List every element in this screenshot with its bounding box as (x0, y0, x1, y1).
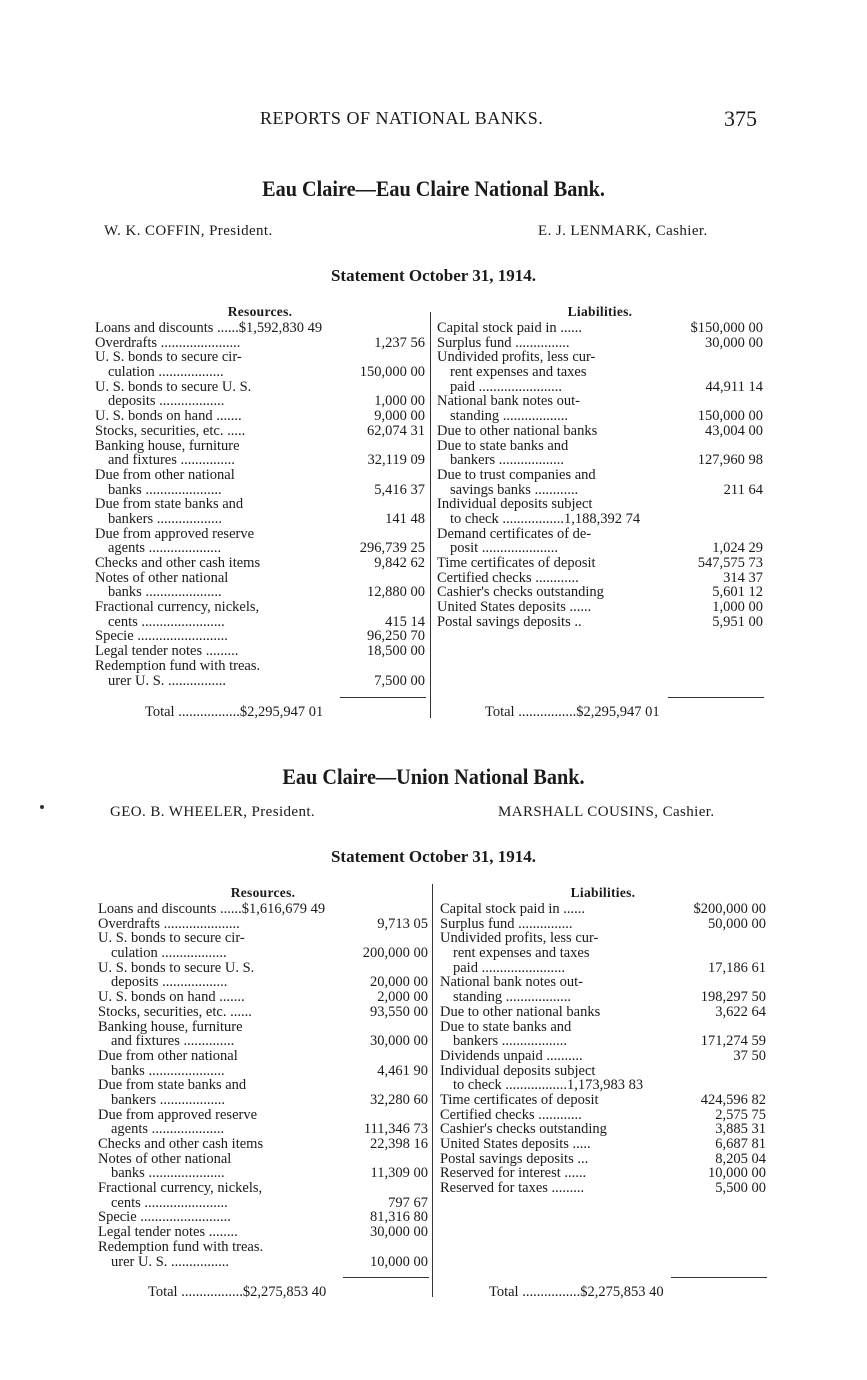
ledger-row-amount: 415 14 (385, 613, 425, 630)
ledger-row (437, 321, 763, 336)
ledger-row-label: National bank notes out- (440, 974, 583, 991)
ledger-row-label: Redemption fund with treas. (98, 1238, 264, 1255)
ledger-row-label: Stocks, securities, etc. ..... (95, 422, 246, 439)
cashier: E. J. LENMARK, Cashier. (538, 223, 708, 239)
ledger-row-amount: 96,250 70 (367, 628, 425, 645)
ledger-row-amount: 296,739 25 (359, 540, 425, 557)
resources-total-rule (340, 697, 426, 698)
ledger-row (440, 1020, 766, 1035)
ledger-row-amount: 3,622 64 (715, 1003, 766, 1020)
ledger-row-label: Demand certificates of de- (437, 525, 592, 542)
ledger-row (98, 1064, 428, 1079)
resources-column (98, 884, 428, 1269)
ledger-row-label: deposits .................. (111, 974, 228, 991)
ledger-row-amount: 797 67 (388, 1194, 428, 1211)
ledger-row-label: U. S. bonds to secure U. S. (98, 959, 255, 976)
ledger-row-amount: 10,000 00 (370, 1253, 428, 1270)
running-head (0, 108, 867, 134)
resources-list (95, 321, 425, 688)
ledger-row (440, 917, 766, 932)
ledger-row-amount: 1,237 56 (374, 334, 425, 351)
ledger-row (437, 483, 763, 498)
ledger-row-label: Individual deposits subject (437, 496, 593, 513)
ledger-row (440, 1064, 766, 1079)
ledger-row-label: United States deposits ..... (440, 1136, 591, 1152)
ledger-row (98, 1196, 428, 1211)
running-head-title: REPORTS OF NATIONAL BANKS. (260, 108, 544, 128)
ledger-row (437, 571, 763, 586)
ledger-row-label: U. S. bonds to secure cir- (95, 349, 242, 366)
ledger-row (98, 1181, 428, 1196)
ledger-row-label: banks ..................... (111, 1165, 225, 1182)
ledger-row-label: Postal savings deposits .. (437, 613, 582, 630)
bank-name: Eau Claire—Union National Bank. (282, 764, 585, 789)
ledger-row-label: Postal savings deposits ... (440, 1150, 589, 1167)
ledger-row (437, 556, 763, 571)
ledger-row (440, 902, 766, 917)
ledger-row-label: bankers .................. (108, 510, 222, 527)
ledger-row-label: Cashier's checks outstanding (440, 1121, 607, 1138)
ledger-row (440, 961, 766, 976)
president: GEO. B. WHEELER, President. (110, 804, 316, 820)
ledger-row-amount: 111,346 73 (363, 1121, 428, 1138)
ledger-row-amount: 93,550 00 (370, 1003, 428, 1020)
ledger-row (98, 1255, 428, 1270)
ledger-row-amount: 314 37 (723, 569, 763, 586)
ledger-row-label: Legal tender notes ........ (98, 1224, 238, 1241)
ledger-row-amount: 37 50 (733, 1047, 766, 1064)
president: W. K. COFFIN, President. (104, 223, 273, 239)
ledger-row (440, 1049, 766, 1064)
ledger-row-label: Specie ......................... (95, 628, 228, 645)
ledger-row-label: Notes of other national (98, 1150, 232, 1167)
ledger-row (440, 1166, 766, 1181)
ledger-row (437, 439, 763, 454)
ledger-row-amount: 6,687 81 (715, 1136, 766, 1152)
liabilities-total-rule (671, 1277, 767, 1278)
ledger-row-label: Surplus fund ............... (440, 915, 573, 932)
ledger-row (95, 468, 425, 483)
ledger-row-label: cents ....................... (111, 1194, 228, 1211)
ledger-row-label: Undivided profits, less cur- (437, 349, 596, 366)
ledger-row-amount: $200,000 00 (693, 901, 766, 917)
ledger-row (440, 1122, 766, 1137)
ledger-row (95, 365, 425, 380)
ledger-row-label: and fixtures ............... (108, 452, 235, 469)
ledger-row-amount: 11,309 00 (370, 1165, 428, 1182)
ledger-row-label: Capital stock paid in ...... (437, 320, 582, 336)
ledger-row-label: rent expenses and taxes (450, 364, 587, 381)
ledger-row-label: banks ..................... (111, 1062, 225, 1079)
ledger-row-amount: 127,960 98 (697, 452, 763, 469)
ledger-row (98, 1122, 428, 1137)
ledger-row-label: U. S. bonds to secure U. S. (95, 378, 252, 395)
cashier: MARSHALL COUSINS, Cashier. (498, 804, 715, 820)
ledger-row-label: Banking house, furniture (98, 1018, 243, 1035)
ledger-row-label: Notes of other national (95, 569, 229, 586)
ledger-row-label: Banking house, furniture (95, 437, 240, 454)
ledger-row (437, 615, 763, 630)
ledger-row (98, 1240, 428, 1255)
ledger-row-label: Certified checks ............ (437, 569, 579, 586)
ledger-row-label: Checks and other cash items (95, 555, 261, 571)
ledger-row (95, 453, 425, 468)
ledger-row (440, 1181, 766, 1196)
resources-total: Total .................$2,275,853 40 (148, 1284, 327, 1300)
statement-date: Statement October 31, 1914. (330, 847, 537, 866)
ledger-row-label: Fractional currency, nickels, (95, 599, 260, 616)
ledger-row (440, 1152, 766, 1167)
ledger-row-label: banks ..................... (108, 584, 222, 601)
ledger-row-amount: 547,575 73 (697, 555, 763, 571)
ledger-row (95, 424, 425, 439)
ledger-row-label: Due from state banks and (95, 496, 244, 513)
ledger-row-amount: 7,500 00 (374, 672, 425, 689)
ledger-row (95, 600, 425, 615)
ledger-row-label: Time certificates of deposit (440, 1091, 599, 1108)
ledger-row (437, 409, 763, 424)
ledger-row-label: Due from approved reserve (95, 525, 255, 542)
ledger-row-label: cents ....................... (108, 613, 225, 630)
ledger-row-label: Stocks, securities, etc. ...... (98, 1003, 252, 1020)
liabilities-column (437, 303, 763, 629)
ledger-row-amount: 200,000 00 (362, 945, 428, 962)
ledger-row-label: agents .................... (108, 540, 222, 557)
ledger-row (95, 527, 425, 542)
ledger-row-amount: 2,000 00 (377, 989, 428, 1006)
ledger-row (437, 468, 763, 483)
ledger-row-label: and fixtures .............. (111, 1033, 235, 1050)
liabilities-list (440, 902, 766, 1196)
ledger-row (95, 409, 425, 424)
ledger-row-label: Loans and discounts ......$1,616,679 49 (98, 901, 326, 917)
ledger-row (95, 512, 425, 527)
ledger-row-amount: 9,713 05 (377, 915, 428, 932)
ledger-row-amount: 5,416 37 (374, 481, 425, 498)
ledger-row (98, 917, 428, 932)
ledger-row (98, 902, 428, 917)
ledger-row-label: Surplus fund ............... (437, 334, 570, 351)
ledger-row (98, 1108, 428, 1123)
ledger-row-amount: 5,500 00 (715, 1180, 766, 1197)
ledger-row-label: posit ..................... (450, 540, 558, 557)
ledger-row (95, 483, 425, 498)
ledger-row (98, 1166, 428, 1181)
ledger-row-amount: 5,601 12 (712, 584, 763, 601)
ledger-row (95, 350, 425, 365)
ledger-row-label: standing .................. (450, 408, 569, 425)
ledger-row (95, 644, 425, 659)
ledger-row-label: Capital stock paid in ...... (440, 901, 585, 917)
ledger-row-label: culation .................. (108, 364, 224, 381)
column-divider (430, 312, 431, 718)
ledger-row (95, 541, 425, 556)
ledger-row (95, 380, 425, 395)
ledger-row-amount: 18,500 00 (367, 643, 425, 660)
resources-total-rule (343, 1277, 429, 1278)
ledger-row-label: Reserved for taxes ......... (440, 1180, 585, 1197)
ledger-row-label: Time certificates of deposit (437, 555, 596, 571)
ledger-row-label: standing .................. (453, 989, 572, 1006)
ledger-row-amount: 3,885 31 (715, 1121, 766, 1138)
ledger-row-label: Dividends unpaid .......... (440, 1047, 583, 1064)
ledger-row-amount: 211 64 (723, 481, 763, 498)
ledger-row-amount: 1,000 00 (374, 393, 425, 410)
ledger-row-amount: 1,000 00 (712, 599, 763, 616)
ledger-row (98, 1210, 428, 1225)
liabilities-column (440, 884, 766, 1196)
ledger-row (437, 336, 763, 351)
ledger-row-amount: 150,000 00 (697, 408, 763, 425)
ledger-row-label: Due to state banks and (440, 1018, 572, 1035)
ledger-row (437, 380, 763, 395)
stray-ink-mark (40, 805, 44, 809)
ledger-row-label: culation .................. (111, 945, 227, 962)
ledger-row (437, 424, 763, 439)
column-divider (432, 884, 433, 1297)
ledger-row (95, 321, 425, 336)
ledger-row-amount: 9,842 62 (374, 555, 425, 571)
ledger-row-label: Legal tender notes ......... (95, 643, 239, 660)
ledger-row-amount: 10,000 00 (708, 1165, 766, 1182)
ledger-row-label: Cashier's checks outstanding (437, 584, 604, 601)
ledger-row-label: Due from approved reserve (98, 1106, 258, 1123)
ledger-row-amount: 141 48 (385, 510, 425, 527)
ledger-row (95, 497, 425, 512)
ledger-row (98, 961, 428, 976)
ledger-row (437, 497, 763, 512)
resources-heading: Resources. (227, 304, 293, 319)
ledger-row (440, 931, 766, 946)
liabilities-heading: Liabilities. (567, 304, 633, 319)
ledger-row (98, 1078, 428, 1093)
statement-date: Statement October 31, 1914. (330, 266, 537, 285)
ledger-row-amount: 5,951 00 (712, 613, 763, 630)
ledger-row (98, 1137, 428, 1152)
ledger-row-amount: 1,024 29 (712, 540, 763, 557)
ledger-row (437, 541, 763, 556)
bank-name: Eau Claire—Eau Claire National Bank. (262, 176, 605, 201)
ledger-row (440, 1078, 766, 1093)
ledger-row-label: Undivided profits, less cur- (440, 930, 599, 947)
resources-column (95, 303, 425, 688)
ledger-row (98, 1049, 428, 1064)
resources-total: Total .................$2,295,947 01 (145, 704, 324, 720)
ledger-row-amount: 4,461 90 (377, 1062, 428, 1079)
page-number: 375 (724, 106, 757, 131)
ledger-row-label: deposits .................. (108, 393, 225, 410)
ledger-row-amount: 12,880 00 (367, 584, 425, 601)
ledger-row-label: paid ....................... (450, 378, 562, 395)
ledger-row-amount: 424,596 82 (700, 1091, 766, 1108)
ledger-row (437, 365, 763, 380)
liabilities-total: Total ................$2,295,947 01 (485, 704, 660, 720)
ledger-row (98, 1020, 428, 1035)
ledger-row-label: U. S. bonds on hand ....... (98, 989, 245, 1006)
ledger-row (437, 512, 763, 527)
ledger-row (437, 350, 763, 365)
ledger-row (437, 600, 763, 615)
ledger-row-amount: 171,274 59 (700, 1033, 766, 1050)
ledger-row (95, 556, 425, 571)
ledger-row (440, 1093, 766, 1108)
ledger-row (98, 990, 428, 1005)
ledger-row (440, 975, 766, 990)
ledger-row-label: Individual deposits subject (440, 1062, 596, 1079)
ledger-row-label: savings banks ............ (450, 481, 579, 498)
ledger-row (95, 439, 425, 454)
ledger-row (98, 931, 428, 946)
ledger-row-amount: 30,000 00 (705, 334, 763, 351)
ledger-row-label: Due from other national (95, 466, 235, 483)
ledger-row (98, 1005, 428, 1020)
ledger-row (95, 571, 425, 586)
ledger-row-amount: 20,000 00 (370, 974, 428, 991)
ledger-row (440, 990, 766, 1005)
ledger-row-amount: 30,000 00 (370, 1033, 428, 1050)
ledger-row (440, 1034, 766, 1049)
resources-heading: Resources. (230, 885, 296, 900)
ledger-row-label: National bank notes out- (437, 393, 580, 410)
ledger-row (440, 1108, 766, 1123)
ledger-row-amount: 44,911 14 (705, 378, 763, 395)
ledger-row (95, 336, 425, 351)
ledger-row-label: Due to other national banks (437, 422, 598, 439)
ledger-row-label: Redemption fund with treas. (95, 657, 261, 674)
ledger-row-label: Due from state banks and (98, 1077, 247, 1094)
ledger-row-label: to check .................1,188,392 74 (450, 510, 641, 527)
ledger-row (440, 1137, 766, 1152)
ledger-row-label: U. S. bonds on hand ....... (95, 408, 242, 425)
ledger-row (95, 629, 425, 644)
ledger-row (98, 1034, 428, 1049)
ledger-row-label: Checks and other cash items (98, 1136, 264, 1152)
ledger-row-label: bankers .................. (450, 452, 564, 469)
ledger-row-label: Due to state banks and (437, 437, 569, 454)
ledger-row (98, 946, 428, 961)
ledger-row-amount: $150,000 00 (690, 320, 763, 336)
ledger-row-label: Fractional currency, nickels, (98, 1180, 263, 1197)
ledger-row (98, 1152, 428, 1167)
ledger-row-label: banks ..................... (108, 481, 222, 498)
ledger-row-label: Due from other national (98, 1047, 238, 1064)
ledger-row-amount: 32,280 60 (370, 1091, 428, 1108)
ledger-row-amount: 81,316 80 (370, 1209, 428, 1226)
ledger-row-amount: 2,575 75 (715, 1106, 766, 1123)
liabilities-total: Total ................$2,275,853 40 (489, 1284, 664, 1300)
ledger-row (98, 1225, 428, 1240)
ledger-row-label: U. S. bonds to secure cir- (98, 930, 245, 947)
ledger-row (98, 1093, 428, 1108)
ledger-row-label: bankers .................. (111, 1091, 225, 1108)
liabilities-total-rule (668, 697, 764, 698)
ledger-row-label: bankers .................. (453, 1033, 567, 1050)
ledger-row (440, 1005, 766, 1020)
ledger-row-label: Due to other national banks (440, 1003, 601, 1020)
ledger-row-label: Loans and discounts ......$1,592,830 49 (95, 320, 323, 336)
ledger-row-label: paid ....................... (453, 959, 565, 976)
ledger-row (98, 975, 428, 990)
ledger-row-label: urer U. S. ................ (111, 1253, 230, 1270)
liabilities-list (437, 321, 763, 629)
ledger-row-label: Due to trust companies and (437, 466, 596, 483)
ledger-row-label: Specie ......................... (98, 1209, 231, 1226)
ledger-row-label: Overdrafts ..................... (98, 915, 240, 932)
ledger-row-label: to check .................1,173,983 83 (453, 1077, 644, 1094)
ledger-row (437, 453, 763, 468)
ledger-row-label: Certified checks ............ (440, 1106, 582, 1123)
ledger-row-amount: 17,186 61 (708, 959, 766, 976)
ledger-row (95, 585, 425, 600)
ledger-row-amount: 30,000 00 (370, 1224, 428, 1241)
ledger-row-amount: 50,000 00 (708, 915, 766, 932)
ledger-row (95, 394, 425, 409)
ledger-row-label: rent expenses and taxes (453, 945, 590, 962)
ledger-row (437, 527, 763, 542)
ledger-row-label: United States deposits ...... (437, 599, 592, 616)
resources-list (98, 902, 428, 1269)
ledger-row (95, 615, 425, 630)
ledger-row-amount: 150,000 00 (359, 364, 425, 381)
ledger-row (437, 585, 763, 600)
ledger-row-amount: 62,074 31 (367, 422, 425, 439)
ledger-row (95, 659, 425, 674)
ledger-row-label: Overdrafts ...................... (95, 334, 241, 351)
ledger-row-amount: 43,004 00 (705, 422, 763, 439)
ledger-row (437, 394, 763, 409)
ledger-row-amount: 8,205 04 (715, 1150, 766, 1167)
ledger-row-label: Reserved for interest ...... (440, 1165, 587, 1182)
ledger-row-label: urer U. S. ................ (108, 672, 227, 689)
ledger-row-amount: 22,398 16 (370, 1136, 428, 1152)
ledger-row-label: agents .................... (111, 1121, 225, 1138)
liabilities-heading: Liabilities. (570, 885, 636, 900)
ledger-row-amount: 9,000 00 (374, 408, 425, 425)
ledger-row (440, 946, 766, 961)
ledger-row-amount: 198,297 50 (700, 989, 766, 1006)
ledger-row (95, 674, 425, 689)
ledger-row-amount: 32,119 09 (367, 452, 425, 469)
